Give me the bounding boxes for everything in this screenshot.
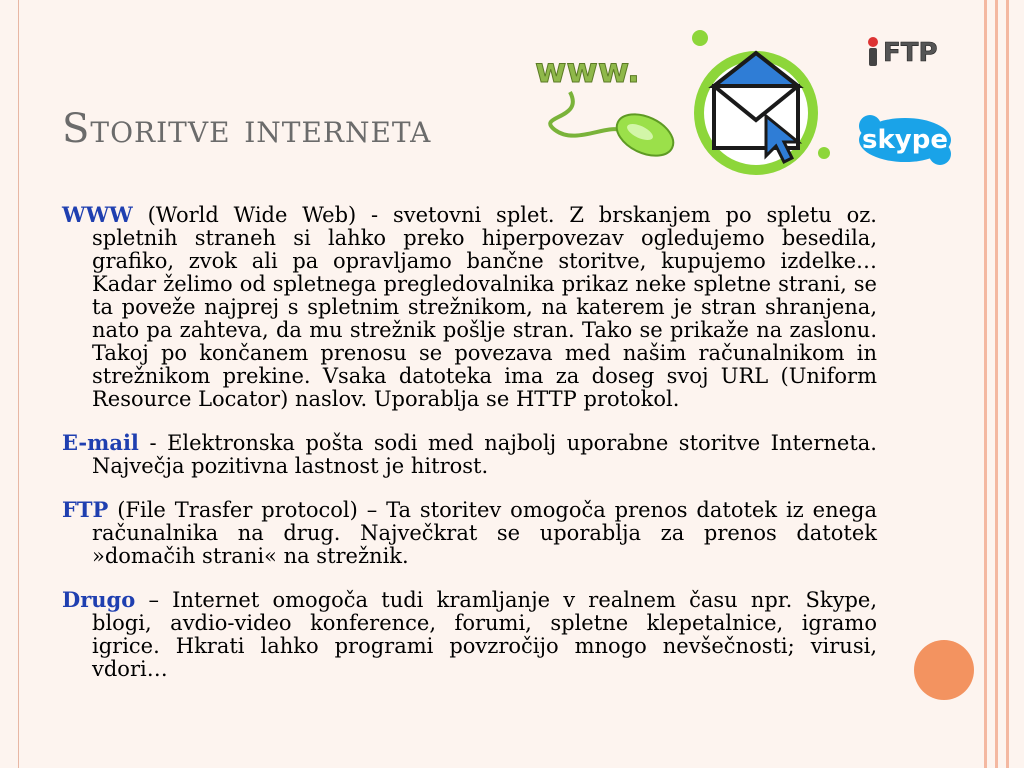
orange-circle-decoration bbox=[914, 640, 974, 700]
term-www: WWW bbox=[62, 202, 133, 227]
email-envelope-icon bbox=[684, 28, 834, 178]
term-ftp: FTP bbox=[62, 497, 109, 522]
paragraph-email-text: - Elektronska pošta sodi med najbolj uporabne storitve Interneta. Največja pozitivna lastnost je hitrost. bbox=[92, 431, 877, 478]
left-border bbox=[0, 0, 19, 768]
ftp-logo-text: FTP bbox=[883, 38, 938, 68]
paragraph-other bbox=[62, 588, 877, 681]
paragraph-other-text: – Internet omogoča tudi kramljanje v realnem času npr. Skype, blogi, avdio-video konference, forumi, spletne klepetalnice, igramo igrice. Hkrati lahko programi povzročijo mnogo nevšečnosti; virusi, vdori… bbox=[92, 588, 877, 681]
skype-icon bbox=[856, 112, 954, 168]
paragraph-www-text: (World Wide Web) - svetovni splet. Z brskanjem po spletu oz. spletnih straneh si lahko preko hiperpovezav ogledujemo besedila, grafiko, zvok ali pa opravljamo bančne storitve, kupujemo izdelke… Kadar želimo od spletnega pregledovalnika prikaz neke spletne strani, se ta poveže najprej s spletnim strežnikom, na katerem je stran shranjena, nato pa zahteva, da mu strežnik pošlje stran. Tako se prikaže na zaslonu. Takoj po končanem prenosu se povezava med našim računalnikom in strežnikom prekine. Vsaka datoteka ima za doseg svoj URL (Uniform Resource Locator) naslov. Uporablja se HTTP protokol. bbox=[92, 203, 877, 411]
ftp-icon bbox=[855, 28, 955, 73]
paragraph-ftp bbox=[62, 498, 877, 568]
skype-logo-text: skype bbox=[862, 125, 948, 155]
slide-content bbox=[62, 203, 877, 701]
term-email: E-mail bbox=[62, 430, 139, 455]
paragraph-email bbox=[62, 431, 877, 478]
slide-title: Storitve interneta bbox=[62, 106, 432, 152]
right-stripes bbox=[980, 0, 1024, 768]
paragraph-www bbox=[62, 203, 877, 411]
term-other: Drugo bbox=[62, 587, 136, 612]
paragraph-ftp-text: (File Trasfer protocol) – Ta storitev omogoča prenos datotek iz enega računalnika na drug. Največkrat se uporablja za prenos datotek »domačih strani« na strežnik. bbox=[92, 498, 877, 568]
www-logo-text: www. bbox=[535, 51, 640, 91]
www-mouse-icon bbox=[515, 50, 680, 165]
